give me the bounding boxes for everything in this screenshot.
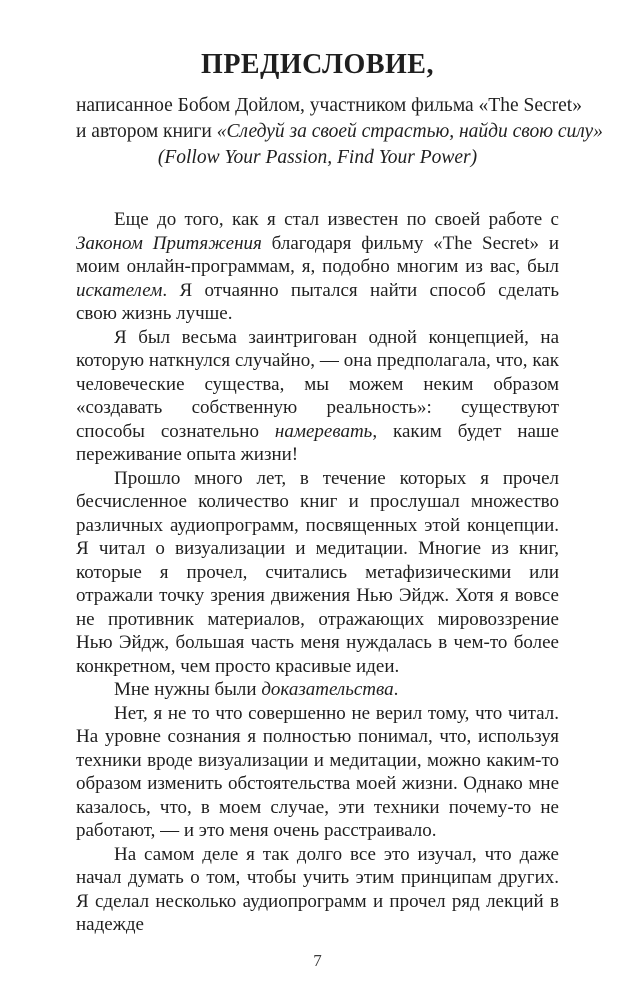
text-run: На самом деле я так долго все это изучал, что даже начал думать о том, чтобы учить этим принципам других. Я сделал несколько аудиопрограмм и прочел ряд лекций в надежде	[76, 843, 559, 935]
paragraph	[76, 843, 559, 937]
subtitle-line	[76, 145, 559, 171]
page-number: 7	[313, 950, 322, 970]
text-run: написанное Бобом Дойлом, участником фильма «The Secret»	[76, 95, 582, 116]
text-run: Нет, я не то что совершенно не верил тому, что читал. На уровне сознания я полностью понимал, что, используя техники вроде визуализации и медитации, можно каким-то образом изменить обстоятельства моей жизни. Однако мне казалось, что, в моем случае, эти техники почему-то не работают, — и это меня очень расстраивало.	[76, 702, 559, 841]
text-run: благодаря фильму «The Secret» и моим онлайн-программам, я, подобно многим из вас, был	[76, 232, 559, 277]
chapter-subtitle	[76, 93, 603, 171]
italic-text-run: намеревать	[274, 420, 373, 442]
subtitle-line	[76, 119, 603, 145]
italic-text-run: Законом Притяжения	[76, 232, 262, 254]
paragraph	[76, 208, 559, 326]
text-run: Мне нужны были	[114, 679, 262, 700]
text-run: . Я отчаянно пытался найти способ сделать свою жизнь лучше.	[76, 279, 559, 324]
italic-text-run: «Следуй за своей страстью, найди свою силу»	[216, 121, 603, 142]
paragraph	[76, 467, 559, 679]
text-run: .	[393, 679, 399, 700]
paragraph	[76, 702, 559, 843]
paragraph	[76, 326, 559, 467]
text-run: , каким будет наше переживание опыта жизни!	[76, 420, 559, 465]
italic-text-run: искателем	[76, 279, 163, 301]
italic-text-run: доказательства	[261, 679, 394, 700]
subtitle-line	[76, 93, 582, 119]
text-run: Я был весьма заинтригован одной концепцией, на которую наткнулся случайно, — она предполагала, что, как человеческие существа, мы можем неким образом «создавать собственную реальность»: существуют способы сознательно	[76, 326, 559, 442]
text-run: Еще до того, как я стал известен по своей работе с	[114, 209, 559, 230]
page-body	[76, 208, 559, 937]
paragraph	[76, 678, 559, 702]
text-run: и автором книги	[76, 121, 217, 142]
italic-text-run: (Follow Your Passion, Find Your Power)	[157, 147, 478, 168]
chapter-title: ПРЕДИСЛОВИЕ,	[201, 49, 434, 80]
text-run: Прошло много лет, в течение которых я прочел бесчисленное количество книг и прослушал множество различных аудиопрограмм, посвященных этой концепции. Я читал о визуализации и медитации. Многие из книг, которые я прочел, считались метафизическими или отражали точку зрения движения Нью Эйдж. Хотя я вовсе не противник материалов, отражающих мировоззрение Нью Эйдж, большая часть меня нуждалась в чем-то более конкретном, чем просто красивые идеи.	[76, 467, 559, 677]
